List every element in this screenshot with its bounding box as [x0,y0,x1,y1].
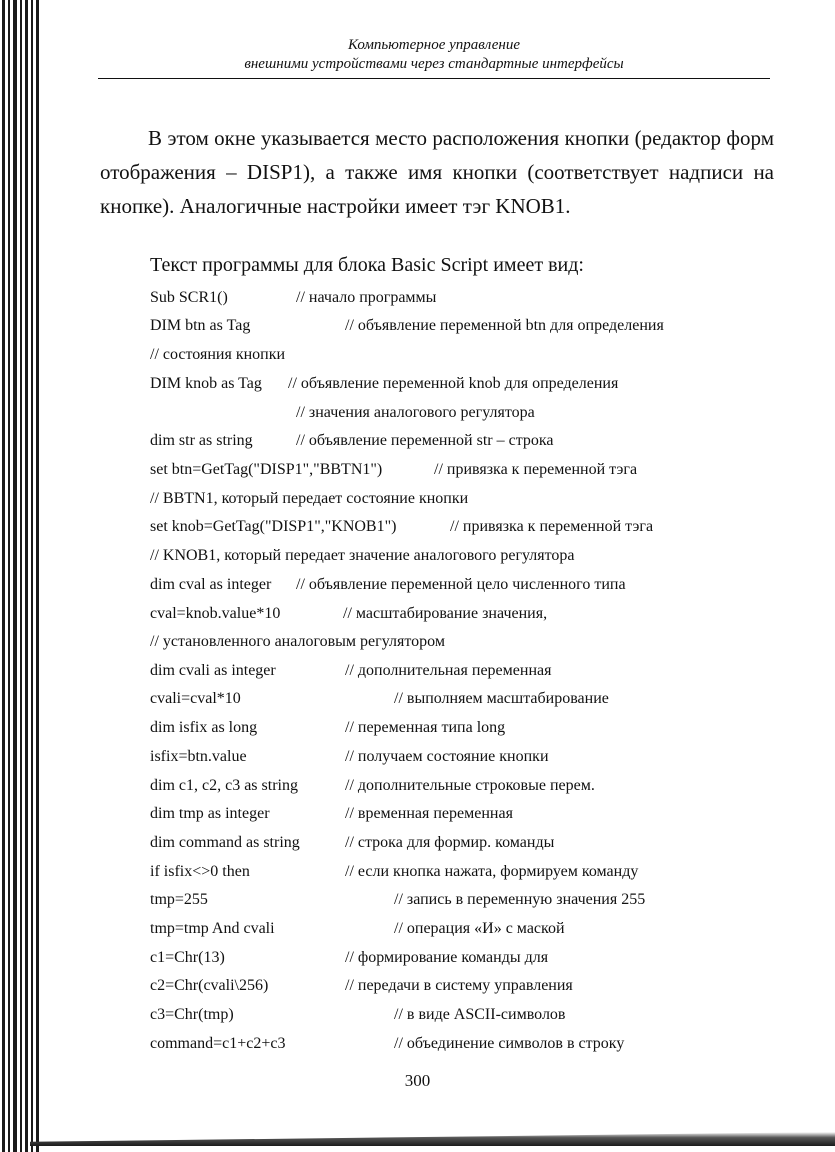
code-comment: // выполняем масштабирование [394,690,609,707]
code-comment: // привязка к переменной тэга [450,518,654,535]
code-statement: // состояния кнопки [150,346,286,363]
header-rule [98,78,770,79]
code-comment: // дополнительные строковые перем. [345,777,595,794]
code-statement: c3=Chr(tmp) [150,1006,234,1023]
intro-text: В этом окне указывается место расположения кнопки (редактор форм отображения – DISP1), а также имя кнопки (соответствует надписи на кнопке). Аналогичные настройки имеет тэг KNOB1. [100,126,774,218]
code-statement: // KNOB1, который передает значение аналогового регулятора [150,547,575,564]
code-statement: // установленного аналоговым регулятором [150,633,445,650]
code-comment: // объединение символов в строку [394,1035,625,1052]
code-comment: // начало программы [296,289,437,306]
code-statement: command=c1+c2+c3 [150,1035,286,1052]
intro-paragraph [100,121,774,223]
code-comment: // переменная типа long [345,719,506,736]
book-binding-shadow [0,0,42,1152]
code-statement: if isfix<>0 then [150,863,250,880]
code-comment: // значения аналогового регулятора [296,404,535,421]
code-statement: dim c1, c2, c3 as string [150,777,298,794]
code-comment: // дополнительная переменная [345,662,552,679]
code-comment: // получаем состояние кнопки [345,748,549,765]
page-number: 300 [404,1071,431,1090]
code-comment: // временная переменная [345,805,513,822]
code-comment: // операция «И» с маской [394,920,565,937]
code-comment: // формирование команды для [345,949,549,966]
code-comment: // масштабирование значения, [343,605,548,622]
code-statement: tmp=255 [150,891,208,908]
code-statement: dim cvali as integer [150,662,276,679]
code-comment: // объявление переменной str – строка [296,432,554,449]
code-comment: // строка для формир. команды [345,834,555,851]
code-statement: tmp=tmp And cvali [150,920,275,937]
code-statement: dim cval as integer [150,576,272,593]
code-statement: set knob=GetTag("DISP1","KNOB1") [150,518,397,535]
code-statement: isfix=btn.value [150,748,247,765]
code-statement: // BBTN1, который передает состояние кнопки [150,490,469,507]
code-statement: set btn=GetTag("DISP1","BBTN1") [150,461,383,478]
code-statement: DIM btn as Tag [150,317,251,334]
code-comment: // передачи в систему управления [345,977,573,994]
code-comment: // объявление переменной btn для определения [345,317,664,334]
header-line-2: внешними устройствами через стандартные интерфейсы [244,56,624,72]
code-statement: DIM knob as Tag [150,375,262,392]
code-statement: dim isfix as long [150,719,258,736]
code-comment: // в виде ASCII-символов [394,1006,566,1023]
code-statement: c1=Chr(13) [150,949,225,966]
code-statement: cval=knob.value*10 [150,605,281,622]
code-statement: dim command as string [150,834,300,851]
code-comment: // объявление переменной цело численного типа [296,576,626,593]
code-comment: // объявление переменной knob для определения [288,375,619,392]
running-header [98,36,770,74]
code-comment: // запись в переменную значения 255 [394,891,646,908]
code-statement: Sub SCR1() [150,289,228,306]
code-statement: dim tmp as integer [150,805,270,822]
page-bottom-shadow [30,1132,835,1146]
code-comment: // если кнопка нажата, формируем команду [345,863,639,880]
code-statement: cvali=cval*10 [150,690,241,707]
code-statement: c2=Chr(cvali\256) [150,977,269,994]
listing-title: Текст программы для блока Basic Script имеет вид: [150,254,584,276]
header-line-1: Компьютерное управление [348,37,520,53]
code-comment: // привязка к переменной тэга [434,461,638,478]
code-statement: dim str as string [150,432,253,449]
